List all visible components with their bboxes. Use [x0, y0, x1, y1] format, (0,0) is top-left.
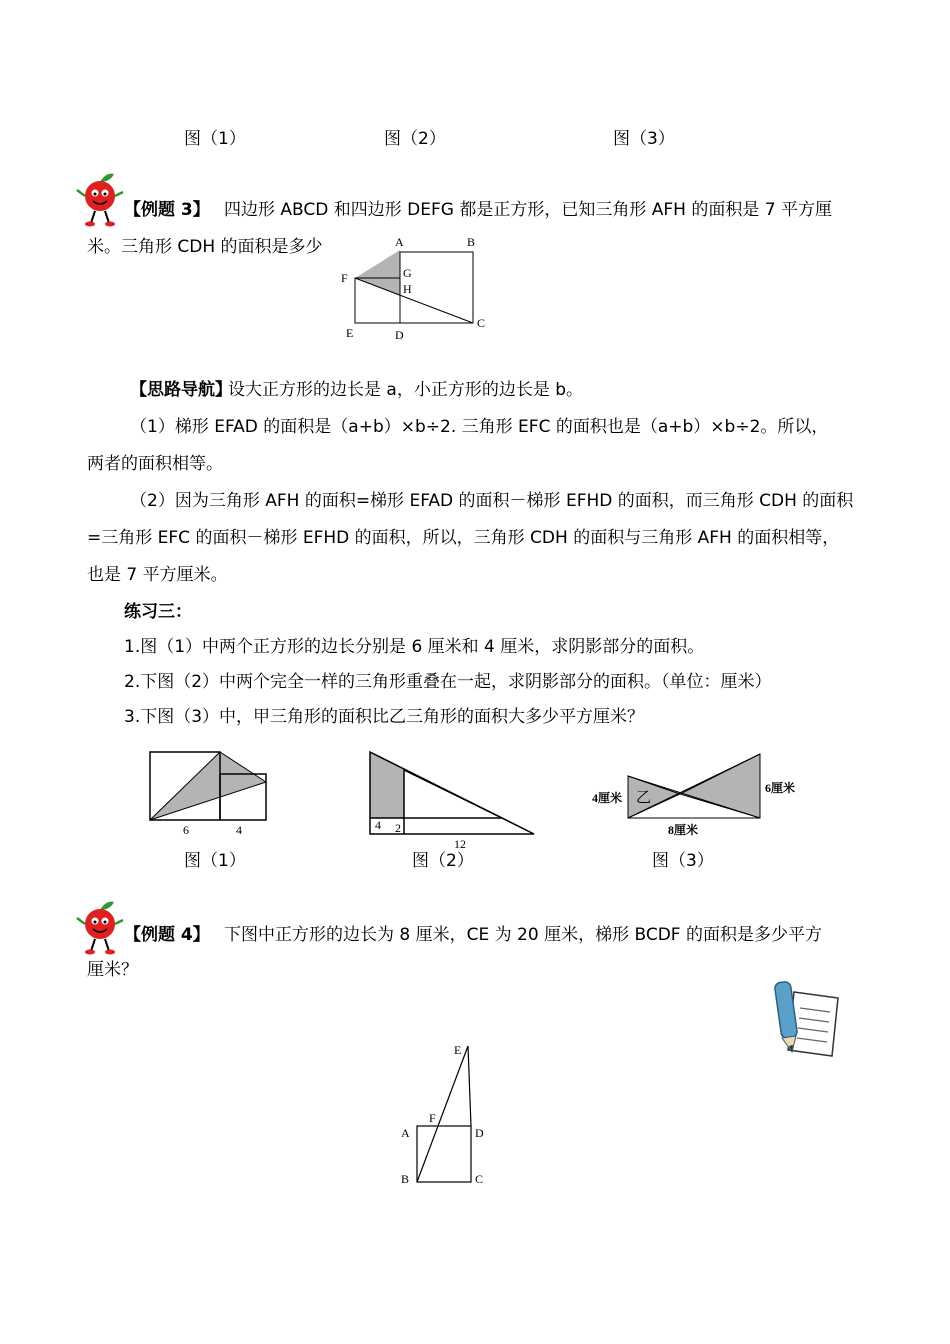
example3-figure: [330, 230, 500, 345]
ex4-label-F: F: [429, 1111, 436, 1125]
ex4-label-A: A: [401, 1126, 410, 1140]
example4-line1: 下图中正方形的边长为 8 厘米，CE 为 20 厘米，梯形 BCDF 的面积是多少平方: [224, 925, 822, 945]
top-caption-2: 图（2）: [384, 129, 446, 149]
guide-tag: 【思路导航】: [130, 380, 232, 400]
practice-figure-3: [590, 750, 805, 840]
apple-mascot-icon: [70, 898, 130, 958]
label-H: H: [403, 282, 412, 296]
apple-mascot-icon: [70, 170, 130, 230]
practice-figure-1: [148, 750, 273, 840]
label-C: C: [477, 316, 486, 330]
label-G: G: [403, 266, 412, 280]
ex4-label-C: C: [475, 1172, 484, 1186]
practice-q2: 2.下图（2）中两个完全一样的三角形重叠在一起，求阴影部分的面积。（单位：厘米）: [124, 672, 772, 692]
fig3-label-right: 6厘米: [765, 781, 796, 795]
fig2-label-12: 12: [454, 837, 466, 851]
practice-q1: 1.图（1）中两个正方形的边长分别是 6 厘米和 4 厘米，求阴影部分的面积。: [124, 637, 705, 657]
guide-p2-line2: =三角形 EFC 的面积－梯形 EFHD 的面积，所以，三角形 CDH 的面积与三角形 AFH 的面积相等，: [87, 528, 840, 548]
fig2-label-4: 4: [375, 818, 381, 832]
pencil-note-icon: [772, 980, 842, 1060]
fig2-caption: 图（2）: [412, 851, 474, 871]
ex4-label-D: D: [475, 1126, 484, 1140]
example4-line2: 厘米？: [87, 960, 138, 980]
example3-line1: 四边形 ABCD 和四边形 DEFG 都是正方形，已知三角形 AFH 的面积是 7 平方厘: [224, 200, 832, 220]
fig1-label-6: 6: [183, 823, 189, 837]
shade-afh: [355, 250, 400, 296]
label-E: E: [346, 326, 354, 340]
example4-figure: [395, 1040, 495, 1190]
guide-p2-line1: （2）因为三角形 AFH 的面积=梯形 EFAD 的面积－梯形 EFHD 的面积，而三角形 CDH 的面积: [130, 491, 854, 511]
fig2-label-2: 2: [395, 821, 401, 835]
ex4-label-E: E: [454, 1043, 462, 1057]
guide-p1-line2: 两者的面积相等。: [87, 454, 223, 474]
ex4-label-B: B: [401, 1172, 410, 1186]
fig1-label-4: 4: [236, 823, 242, 837]
example4-tag: 【例题 4】: [124, 925, 210, 945]
label-F: F: [341, 271, 348, 285]
label-D: D: [395, 328, 404, 342]
fig1-caption: 图（1）: [184, 851, 246, 871]
label-B: B: [467, 235, 476, 249]
fig3-label-left: 4厘米: [592, 791, 623, 805]
label-A: A: [395, 235, 404, 249]
guide-p1-line1: （1）梯形 EFAD 的面积是（a+b）×b÷2. 三角形 EFC 的面积也是（a+b）×b÷2。所以，: [130, 417, 829, 437]
fig3-caption: 图（3）: [652, 851, 714, 871]
practice-q3: 3.下图（3）中，甲三角形的面积比乙三角形的面积大多少平方厘米？: [124, 707, 645, 727]
example3-tag: 【例题 3】: [124, 200, 210, 220]
top-caption-1: 图（1）: [184, 129, 246, 149]
guide-p2-line3: 也是 7 平方厘米。: [87, 565, 228, 585]
fig3-label-yi: 乙: [636, 790, 652, 806]
practice-figure-2: [366, 750, 541, 855]
fig3-label-bottom: 8厘米: [668, 823, 699, 837]
guide-intro: 设大正方形的边长是 a，小正方形的边长是 b。: [228, 380, 584, 400]
example3-line2: 米。三角形 CDH 的面积是多少: [87, 237, 323, 257]
practice-title: 练习三：: [124, 602, 192, 622]
top-caption-3: 图（3）: [613, 129, 675, 149]
